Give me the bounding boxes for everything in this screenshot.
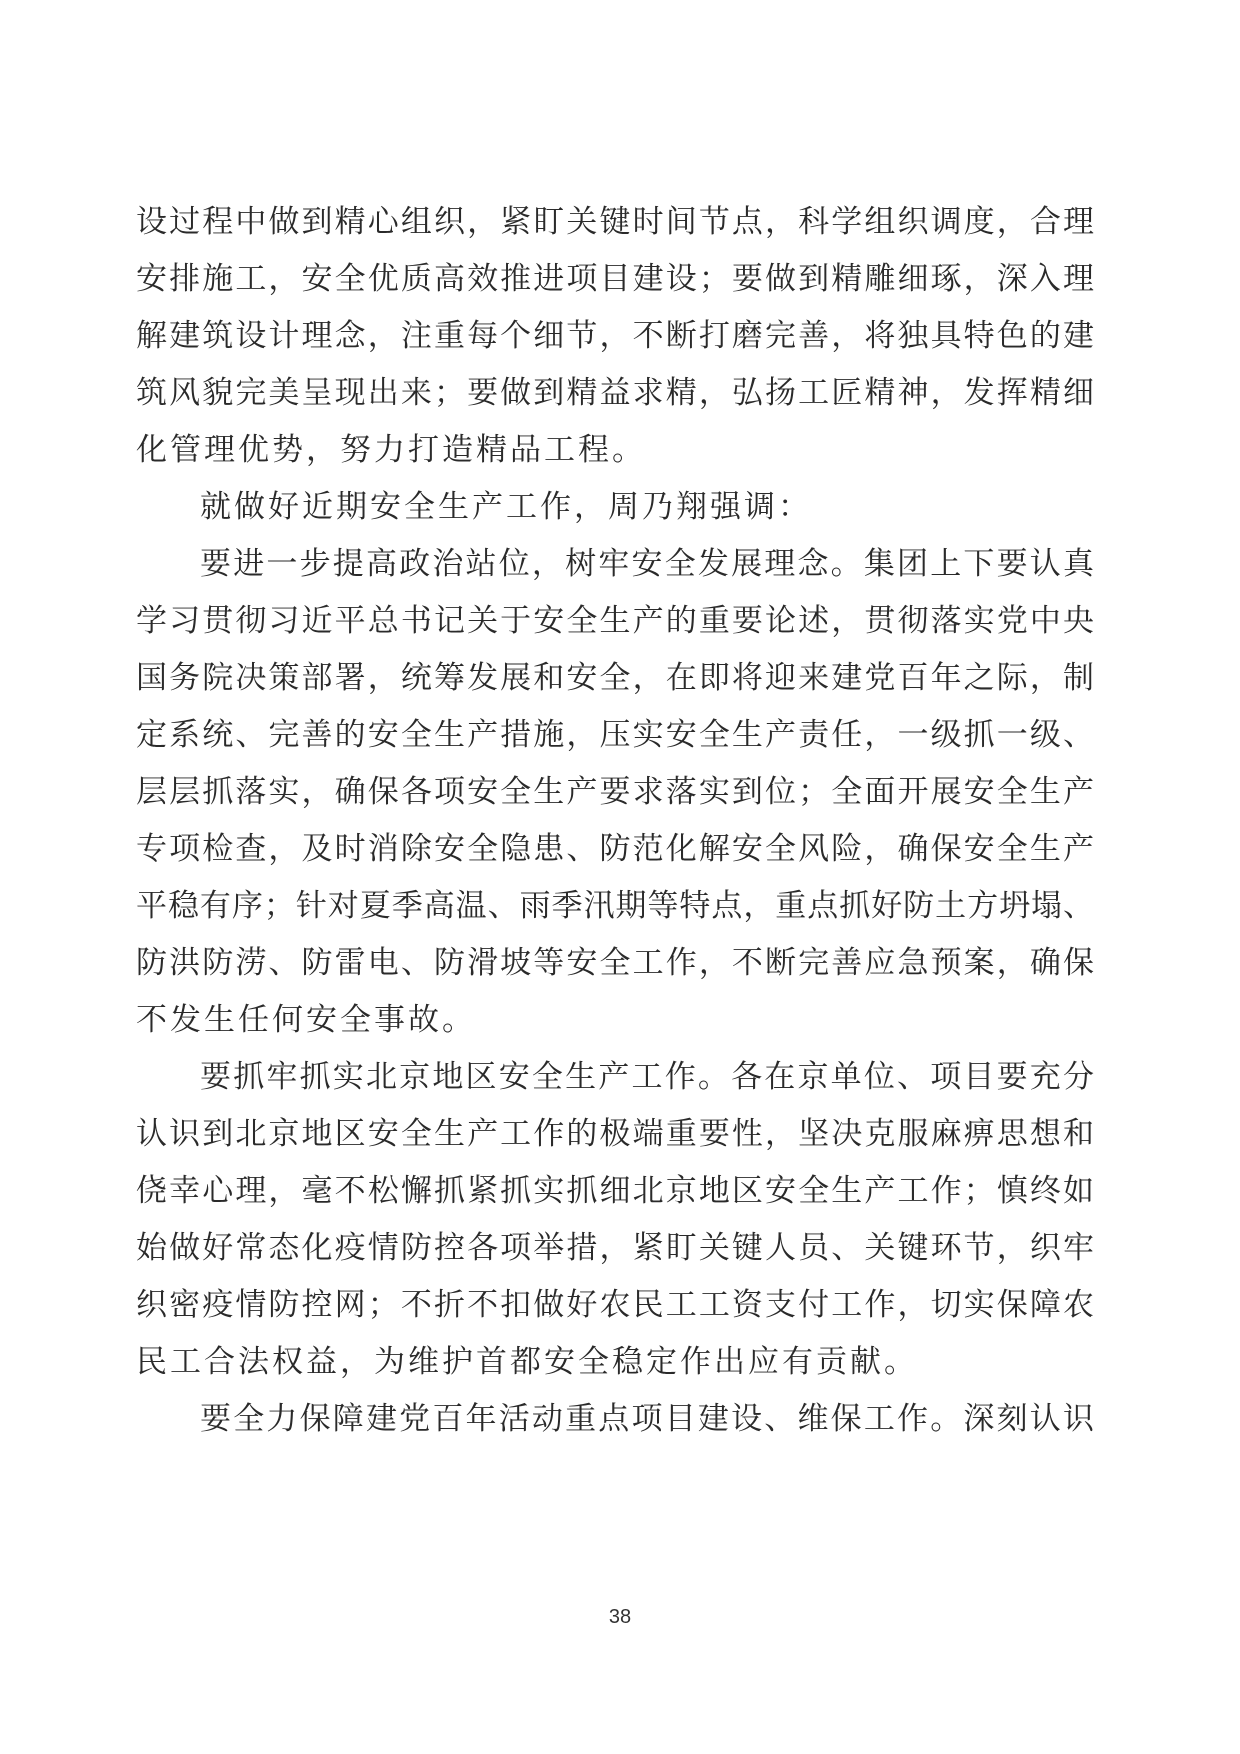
text-line: 设过程中做到精心组织，紧盯关键时间节点，科学组织调度，合理	[136, 204, 1094, 240]
text-line: 侥幸心理，毫不松懈抓紧抓实抓细北京地区安全生产工作；慎终如	[136, 1173, 1094, 1209]
text-line: 就做好近期安全生产工作，周乃翔强调：	[200, 489, 812, 525]
text-line: 民工合法权益，为维护首都安全稳定作出应有贡献。	[136, 1344, 918, 1380]
text-line: 认识到北京地区安全生产工作的极端重要性，坚决克服麻痹思想和	[136, 1116, 1094, 1152]
text-line: 学习贯彻习近平总书记关于安全生产的重要论述，贯彻落实党中央	[136, 603, 1094, 639]
text-line: 化管理优势，努力打造精品工程。	[136, 432, 646, 468]
text-line: 安排施工，安全优质高效推进项目建设；要做到精雕细琢，深入理	[136, 261, 1094, 297]
text-line: 国务院决策部署，统筹发展和安全，在即将迎来建党百年之际，制	[136, 660, 1094, 696]
text-line: 织密疫情防控网；不折不扣做好农民工工资支付工作，切实保障农	[136, 1287, 1094, 1323]
text-line: 要抓牢抓实北京地区安全生产工作。各在京单位、项目要充分	[200, 1059, 1094, 1095]
text-line: 始做好常态化疫情防控各项举措，紧盯关键人员、关键环节，织牢	[136, 1230, 1094, 1266]
text-line: 定系统、完善的安全生产措施，压实安全生产责任，一级抓一级、	[136, 717, 1094, 753]
text-line: 专项检查，及时消除安全隐患、防范化解安全风险，确保安全生产	[136, 831, 1094, 867]
text-line: 解建筑设计理念，注重每个细节，不断打磨完善，将独具特色的建	[136, 318, 1094, 354]
text-line: 层层抓落实，确保各项安全生产要求落实到位；全面开展安全生产	[136, 774, 1094, 810]
text-line: 要全力保障建党百年活动重点项目建设、维保工作。深刻认识	[200, 1401, 1094, 1437]
text-line: 平稳有序；针对夏季高温、雨季汛期等特点，重点抓好防土方坍塌、	[136, 888, 1094, 924]
page-number: 38	[608, 1606, 632, 1628]
text-line: 要进一步提高政治站位，树牢安全发展理念。集团上下要认真	[200, 546, 1094, 582]
text-line: 防洪防涝、防雷电、防滑坡等安全工作，不断完善应急预案，确保	[136, 945, 1094, 981]
text-line: 筑风貌完美呈现出来；要做到精益求精，弘扬工匠精神，发挥精细	[136, 375, 1094, 411]
text-line: 不发生任何安全事故。	[136, 1002, 476, 1038]
